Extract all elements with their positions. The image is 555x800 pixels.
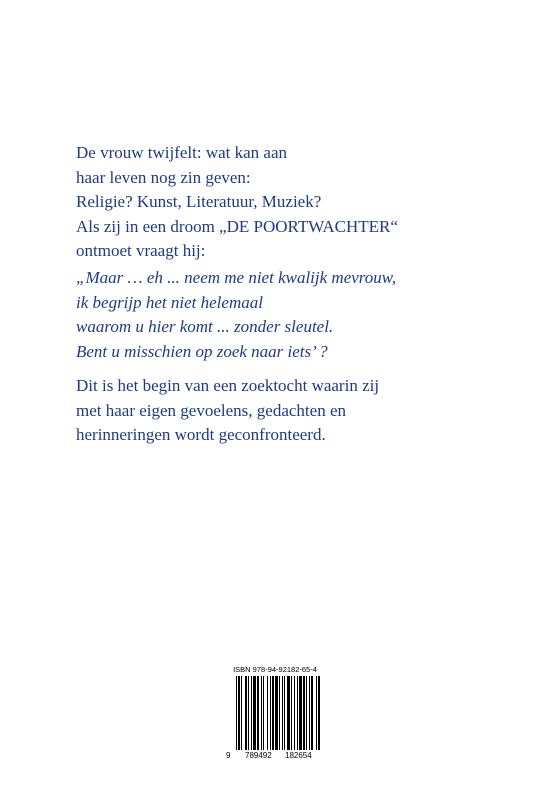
barcode-bar: [284, 676, 285, 750]
barcode-bar: [311, 676, 313, 750]
barcode-bar: [267, 676, 268, 750]
isbn-barcode: [226, 665, 324, 772]
quote-line: „Maar … eh ... neem me niet kwalijk mevrouw,: [76, 268, 397, 287]
outro-line: herinneringen wordt geconfronteerd.: [76, 425, 326, 444]
barcode-bar: [282, 676, 283, 750]
barcode-bar: [251, 676, 252, 750]
barcode-first-digit: 9: [226, 751, 231, 760]
barcode-bar: [257, 676, 259, 750]
quote-line: ik begrijp het niet helemaal: [76, 292, 263, 312]
barcode-bar: [245, 676, 247, 750]
barcode-bar: [287, 676, 290, 750]
intro-line: Als zij in een droom „DE POORTWACHTER“: [76, 216, 398, 236]
intro-line: De vrouw twijfelt: wat kan aan: [76, 143, 288, 162]
barcode-bar: [299, 676, 302, 750]
barcode-bar: [303, 676, 305, 750]
barcode-bar: [253, 676, 256, 750]
outro-line: met haar eigen gevoelens, gedachten en: [76, 400, 346, 420]
barcode-left-digits: 789492: [245, 751, 272, 760]
barcode-bar: [238, 676, 240, 750]
barcode-bar: [275, 676, 278, 750]
barcode-right-digits: 182654: [285, 751, 312, 760]
intro-line: Religie? Kunst, Literatuur, Muziek?: [76, 192, 322, 211]
barcode-bar: [261, 676, 262, 750]
quote-line: waarom u hier komt ... zonder sleutel.: [76, 317, 334, 336]
barcode-bar: [263, 676, 264, 750]
barcode-bar: [297, 676, 298, 750]
intro-paragraph: [76, 141, 398, 264]
isbn-label: ISBN 978-94-92182-65-4: [233, 665, 317, 674]
barcode-bar: [248, 676, 249, 750]
intro-line: haar leven nog zin geven:: [76, 167, 251, 187]
barcode-bars: [226, 676, 324, 756]
barcode-bar: [241, 676, 242, 750]
outro-line: Dit is het begin van een zoektocht waarin zij: [76, 376, 380, 395]
quote-paragraph: [76, 266, 396, 364]
barcode-bar: [309, 676, 310, 750]
barcode-bar: [272, 676, 274, 750]
quote-line: Bent u misschien op zoek naar iets’ ?: [76, 341, 328, 361]
intro-line: ontmoet vraagt hij:: [76, 241, 206, 260]
barcode-bar: [294, 676, 295, 750]
barcode-bar: [318, 676, 320, 750]
barcode-bar: [306, 676, 307, 750]
barcode-bar: [291, 676, 292, 750]
barcode-bar: [270, 676, 271, 750]
outro-paragraph: [76, 374, 379, 448]
barcode-bar: [236, 676, 237, 750]
barcode-bar: [279, 676, 280, 750]
barcode-bar: [316, 676, 317, 750]
